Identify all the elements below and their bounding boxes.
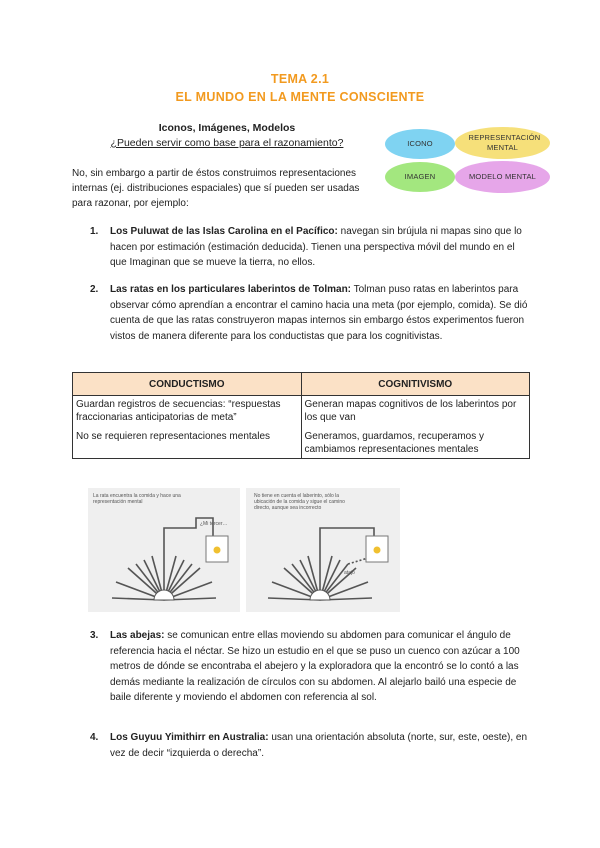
figure-note: ¿Mi tercer… [200,521,228,527]
item-text: se comunican entre ellas moviendo su abdomen para comunicar el ángulo de referencia hacia el néctar. Se hizo un estudio en el que se puso un cuenco con azúcar a 100 metros de dónde se encontraba el abejero y la exploradora que la encontró se lo contó a las demás mediante la realización de círculos con su abdomen. Al alejarlo bailó una especie de baile diferente y moviendo el abdomen con referencia al sol. [110,630,520,703]
item-text: navegan sin brújula ni mapas sino que lo hacen por estimación (estimación deducida). Tienen una perspectiva móvil del mundo en el que Imaginan que se mueve la tierra, no ellos. [110,226,522,268]
section-question: ¿Pueden servir como base para el razonamiento? [110,137,344,149]
ellipse-imagen [385,162,455,192]
ellipse-label: REPRESENTACIÓN MENTAL [468,133,541,152]
comparison-table [72,372,530,459]
item-text: usan una orientación absoluta (norte, sur, este, oeste), en vez de decir “izquierda o derecha”. [110,732,528,759]
cell-text: Generamos, guardamos, recuperamos y cambiamos representaciones mentales [304,431,485,455]
maze-figure-right [246,488,400,612]
item-lead: Los Puluwat de las Islas Carolina en el Pacífico: [110,226,338,237]
figure-note: atajo [344,570,355,576]
table-cell [301,396,530,459]
figure-caption: La rata encuentra la comida y hace una representación mental [93,493,181,505]
ellipse-representacion [455,127,550,159]
item-lead: Las ratas en los particulares laberintos de Tolman: [110,284,352,295]
title-line-1: TEMA 2.1 [270,72,330,86]
ellipse-label: MODELO MENTAL [468,172,537,181]
figure-caption: No tiene en cuenta el laberinto, sólo la ubicación de la comida y sigue el camino directo, aunque sea incorrecto [254,493,345,511]
maze-illustration [88,488,240,612]
table-header: COGNITIVISMO [301,373,530,396]
ellipse-icono [385,129,455,159]
item-text: Tolman puso ratas en laberintos para observar cómo aprendían a encontrar el camino hacia una meta (por ejemplo, comida). Se dió cuenta de que las ratas construyeron mapas internos sin embargo éstos experimentos fueron vistos de manera diferente para los conductistas que para los cognitivistas. [110,284,528,342]
list-item [72,282,532,344]
list-item [72,224,532,271]
ellipse-modelo [455,161,550,193]
section-heading: Iconos, Imágenes, Modelos [158,122,296,134]
item-lead: Los Guyuu Yimithirr en Australia: [110,732,269,743]
item-number: 4. [90,732,99,743]
item-number: 2. [90,284,99,295]
maze-figure-left [88,488,240,612]
table-cell [73,396,302,459]
item-number: 1. [90,226,99,237]
table-header: CONDUCTISMO [73,373,302,396]
cell-text: Guardan registros de secuencias: “respuestas fraccionarias anticipatorias de meta” [76,399,281,423]
item-number: 3. [90,630,99,641]
list-item [72,730,532,761]
list-item [72,628,532,706]
maze-illustration [246,488,400,612]
title-line-2: EL MUNDO EN LA MENTE CONSCIENTE [175,90,425,104]
item-lead: Las abejas: [110,630,165,641]
cell-text: No se requieren representaciones mentales [76,431,270,442]
cell-text: Generan mapas cognitivos de los laberintos por los que van [304,399,517,423]
ellipse-label: ICONO [407,139,433,148]
intro-paragraph: No, sin embargo a partir de éstos construimos representaciones internas (ej. distribuciones espaciales) que sí pueden ser usadas para razonar, por ejemplo: [72,168,360,209]
ellipse-label: IMAGEN [404,172,436,181]
